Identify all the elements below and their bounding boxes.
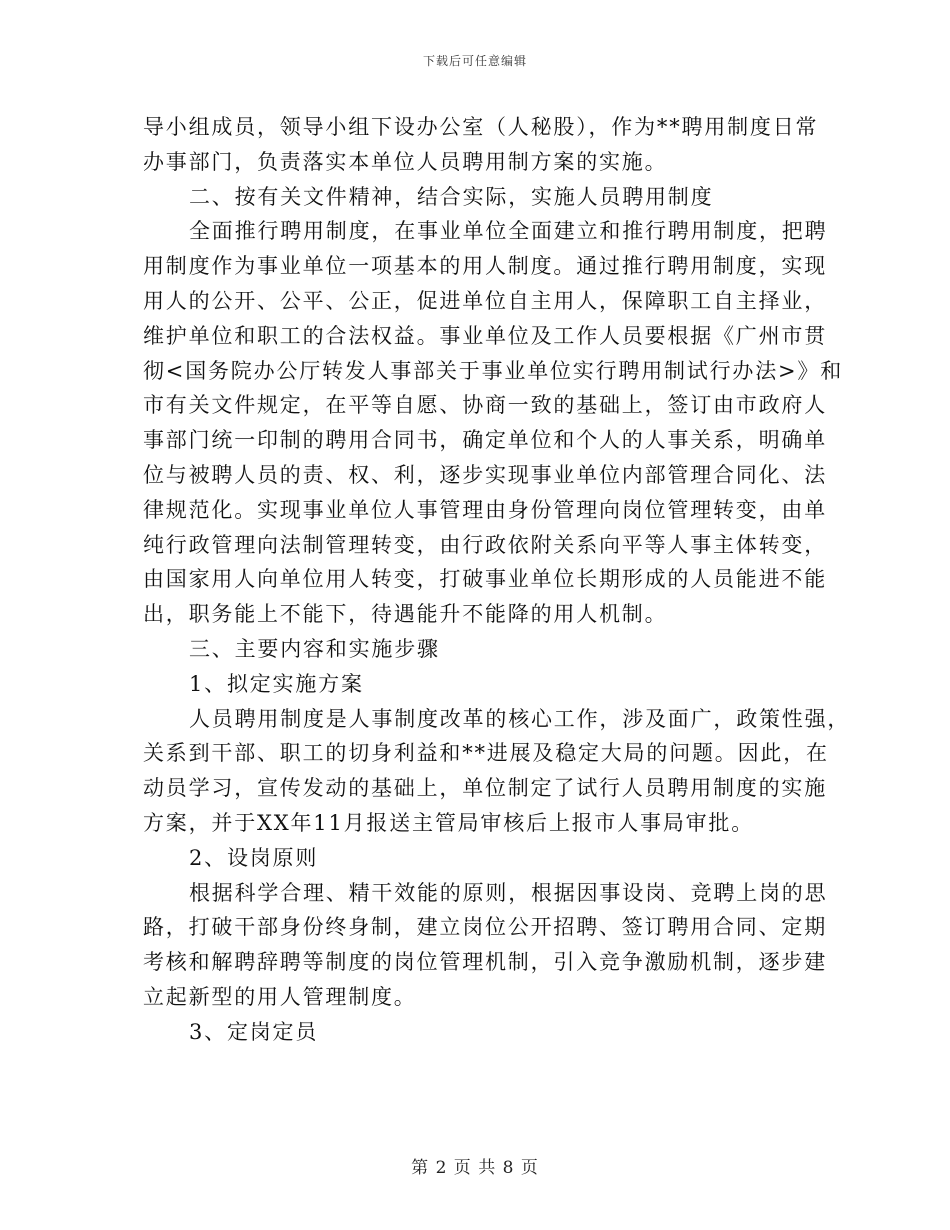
footer-middle: 页 共 [453, 1158, 497, 1178]
paragraph-line: 考核和解聘辞聘等制度的岗位管理机制，引入竞争激励机制，逐步建 [143, 950, 827, 975]
paragraph-line: 人员聘用制度是人事制度改革的核心工作，涉及面广，政策性强， [189, 706, 851, 731]
subsection-heading: 2、设岗原则 [189, 845, 319, 870]
paragraph-line: 全面推行聘用制度，在事业单位全面建立和推行聘用制度，把聘 [189, 219, 828, 244]
paragraph-line: 市有关文件规定，在平等自愿、协商一致的基础上，签订由市政府人 [143, 393, 827, 418]
footer-suffix: 页 [520, 1158, 539, 1178]
subsection-heading: 1、拟定实施方案 [189, 671, 364, 696]
paragraph-line: 动员学习，宣传发动的基础上，单位制定了试行人员聘用制度的实施 [143, 776, 827, 801]
paragraph-line: 用制度作为事业单位一项基本的用人制度。通过推行聘用制度，实现 [143, 254, 827, 279]
paragraph-line: 由国家用人向单位用人转变，打破事业单位长期形成的人员能进不能 [143, 567, 827, 592]
paragraph-line: 律规范化。实现事业单位人事管理由身份管理向岗位管理转变，由单 [143, 497, 827, 522]
page-header: 下载后可任意编辑 [422, 54, 527, 68]
paragraph-line: 事部门统一印制的聘用合同书，确定单位和个人的人事关系，明确单 [143, 428, 827, 453]
paragraph-line: 用人的公开、公平、公正，促进单位自主用人，保障职工自主择业， [143, 288, 827, 313]
paragraph-line: 关系到干部、职工的切身利益和**进展及稳定大局的问题。因此，在 [143, 741, 829, 766]
footer-prefix: 第 [411, 1158, 430, 1178]
paragraph-line: 彻<国务院办公厅转发人事部关于事业单位实行聘用制试行办法>》和 [143, 358, 843, 383]
page-total: 8 [502, 1158, 515, 1178]
subsection-heading: 3、定岗定员 [189, 1019, 319, 1044]
paragraph-line: 根据科学合理、精干效能的原则，根据因事设岗、竞聘上岗的思 [189, 880, 828, 905]
page-number: 2 [435, 1158, 448, 1178]
paragraph-line: 立起新型的用人管理制度。 [143, 984, 417, 1009]
page-footer [0, 1153, 950, 1178]
paragraph-line: 导小组成员，领导小组下设办公室（人秘股），作为**聘用制度日常 [143, 115, 819, 139]
paragraph-line: 位与被聘人员的责、权、利，逐步实现事业单位内部管理合同化、法 [143, 462, 827, 487]
paragraph-line: 纯行政管理向法制管理转变，由行政依附关系向平等人事主体转变， [143, 532, 827, 557]
section-heading: 三、主要内容和实施步骤 [189, 636, 440, 661]
paragraph-line: 出，职务能上不能下，待遇能升不能降的用人机制。 [143, 602, 668, 627]
paragraph-line: 维护单位和职工的合法权益。事业单位及工作人员要根据《广州市贯 [143, 323, 827, 348]
section-heading: 二、按有关文件精神，结合实际，实施人员聘用制度 [189, 184, 714, 209]
document-body [143, 110, 851, 1050]
paragraph-line: 办事部门，负责落实本单位人员聘用制方案的实施。 [143, 149, 668, 174]
paragraph-line: 路，打破干部身份终身制，建立岗位公开招聘、签订聘用合同、定期 [143, 915, 827, 940]
paragraph-line: 方案，并于XX年11月报送主管局审核后上报市人事局审批。 [143, 810, 755, 835]
